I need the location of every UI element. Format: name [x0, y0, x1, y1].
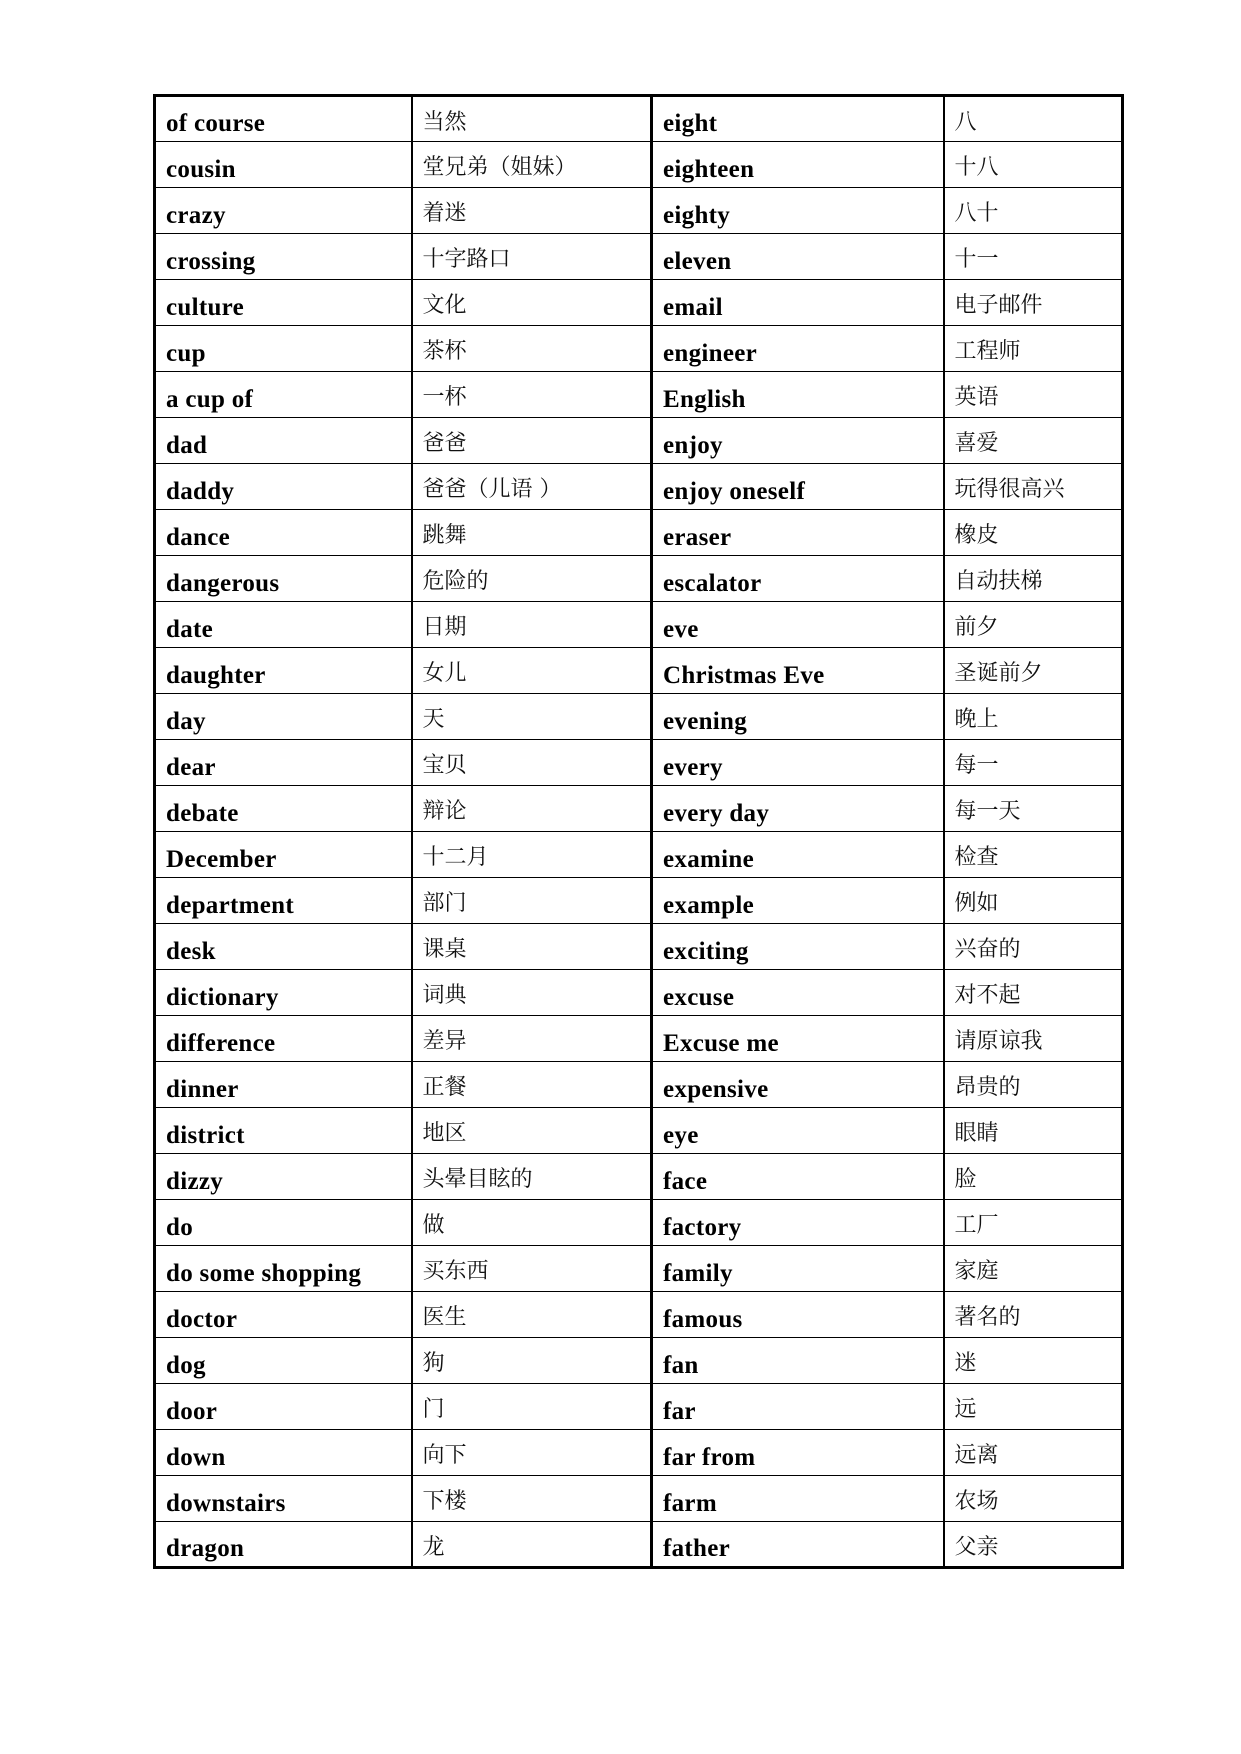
chinese-meaning-left: 下楼	[412, 1476, 652, 1522]
chinese-meaning-right: 圣诞前夕	[944, 648, 1123, 694]
english-word-left: dragon	[155, 1522, 412, 1568]
vocab-row	[155, 464, 1123, 510]
chinese-meaning-left: 危险的	[412, 556, 652, 602]
chinese-meaning-right: 自动扶梯	[944, 556, 1123, 602]
english-word-right: far	[652, 1384, 944, 1430]
chinese-meaning-left: 宝贝	[412, 740, 652, 786]
english-word-left: culture	[155, 280, 412, 326]
chinese-meaning-left: 门	[412, 1384, 652, 1430]
english-word-left: cousin	[155, 142, 412, 188]
chinese-meaning-left: 词典	[412, 970, 652, 1016]
english-word-right: famous	[652, 1292, 944, 1338]
chinese-meaning-left: 龙	[412, 1522, 652, 1568]
english-word-left: daughter	[155, 648, 412, 694]
english-word-right: examine	[652, 832, 944, 878]
chinese-meaning-right: 工程师	[944, 326, 1123, 372]
english-word-right: eleven	[652, 234, 944, 280]
english-word-left: department	[155, 878, 412, 924]
vocab-row	[155, 832, 1123, 878]
chinese-meaning-right: 兴奋的	[944, 924, 1123, 970]
chinese-meaning-right: 八	[944, 96, 1123, 142]
chinese-meaning-left: 向下	[412, 1430, 652, 1476]
vocab-row	[155, 740, 1123, 786]
english-word-right: excuse	[652, 970, 944, 1016]
english-word-right: far from	[652, 1430, 944, 1476]
vocab-row	[155, 96, 1123, 142]
english-word-right: eraser	[652, 510, 944, 556]
chinese-meaning-left: 头晕目眩的	[412, 1154, 652, 1200]
chinese-meaning-right: 工厂	[944, 1200, 1123, 1246]
english-word-left: district	[155, 1108, 412, 1154]
english-word-right: English	[652, 372, 944, 418]
english-word-right: fan	[652, 1338, 944, 1384]
chinese-meaning-right: 远	[944, 1384, 1123, 1430]
vocab-row	[155, 510, 1123, 556]
vocab-row	[155, 1338, 1123, 1384]
english-word-left: daddy	[155, 464, 412, 510]
chinese-meaning-right: 每一天	[944, 786, 1123, 832]
english-word-left: door	[155, 1384, 412, 1430]
chinese-meaning-right: 橡皮	[944, 510, 1123, 556]
chinese-meaning-left: 正餐	[412, 1062, 652, 1108]
chinese-meaning-right: 远离	[944, 1430, 1123, 1476]
english-word-left: December	[155, 832, 412, 878]
english-word-right: Excuse me	[652, 1016, 944, 1062]
english-word-left: dictionary	[155, 970, 412, 1016]
chinese-meaning-left: 医生	[412, 1292, 652, 1338]
chinese-meaning-right: 电子邮件	[944, 280, 1123, 326]
vocab-row	[155, 1476, 1123, 1522]
english-word-right: family	[652, 1246, 944, 1292]
vocab-row	[155, 188, 1123, 234]
chinese-meaning-right: 昂贵的	[944, 1062, 1123, 1108]
chinese-meaning-left: 一杯	[412, 372, 652, 418]
english-word-left: do some shopping	[155, 1246, 412, 1292]
chinese-meaning-left: 买东西	[412, 1246, 652, 1292]
chinese-meaning-right: 检查	[944, 832, 1123, 878]
english-word-left: dad	[155, 418, 412, 464]
english-word-left: difference	[155, 1016, 412, 1062]
chinese-meaning-right: 对不起	[944, 970, 1123, 1016]
english-word-left: downstairs	[155, 1476, 412, 1522]
chinese-meaning-right: 例如	[944, 878, 1123, 924]
english-word-right: face	[652, 1154, 944, 1200]
chinese-meaning-left: 辩论	[412, 786, 652, 832]
chinese-meaning-left: 文化	[412, 280, 652, 326]
english-word-right: exciting	[652, 924, 944, 970]
vocabulary-table-body	[155, 96, 1123, 1568]
english-word-left: dinner	[155, 1062, 412, 1108]
chinese-meaning-left: 十二月	[412, 832, 652, 878]
english-word-left: do	[155, 1200, 412, 1246]
chinese-meaning-left: 当然	[412, 96, 652, 142]
english-word-right: every	[652, 740, 944, 786]
chinese-meaning-left: 跳舞	[412, 510, 652, 556]
vocab-row	[155, 1016, 1123, 1062]
chinese-meaning-left: 差异	[412, 1016, 652, 1062]
english-word-left: down	[155, 1430, 412, 1476]
chinese-meaning-left: 十字路口	[412, 234, 652, 280]
vocab-row	[155, 142, 1123, 188]
chinese-meaning-right: 英语	[944, 372, 1123, 418]
chinese-meaning-right: 父亲	[944, 1522, 1123, 1568]
english-word-right: eighteen	[652, 142, 944, 188]
vocab-row	[155, 786, 1123, 832]
vocab-row	[155, 234, 1123, 280]
chinese-meaning-right: 十八	[944, 142, 1123, 188]
chinese-meaning-left: 茶杯	[412, 326, 652, 372]
chinese-meaning-left: 日期	[412, 602, 652, 648]
english-word-right: evening	[652, 694, 944, 740]
english-word-left: dance	[155, 510, 412, 556]
chinese-meaning-left: 狗	[412, 1338, 652, 1384]
english-word-right: escalator	[652, 556, 944, 602]
vocab-row	[155, 418, 1123, 464]
vocab-row	[155, 372, 1123, 418]
chinese-meaning-right: 八十	[944, 188, 1123, 234]
chinese-meaning-left: 爸爸（儿语 ）	[412, 464, 652, 510]
english-word-right: enjoy	[652, 418, 944, 464]
chinese-meaning-left: 课桌	[412, 924, 652, 970]
vocab-row	[155, 326, 1123, 372]
english-word-right: farm	[652, 1476, 944, 1522]
vocab-row	[155, 1292, 1123, 1338]
vocab-row	[155, 1200, 1123, 1246]
chinese-meaning-left: 做	[412, 1200, 652, 1246]
english-word-left: crossing	[155, 234, 412, 280]
english-word-right: factory	[652, 1200, 944, 1246]
english-word-right: every day	[652, 786, 944, 832]
chinese-meaning-right: 十一	[944, 234, 1123, 280]
chinese-meaning-left: 地区	[412, 1108, 652, 1154]
chinese-meaning-right: 每一	[944, 740, 1123, 786]
english-word-right: engineer	[652, 326, 944, 372]
english-word-right: Christmas Eve	[652, 648, 944, 694]
vocab-row	[155, 1384, 1123, 1430]
english-word-left: debate	[155, 786, 412, 832]
chinese-meaning-right: 喜爱	[944, 418, 1123, 464]
chinese-meaning-right: 家庭	[944, 1246, 1123, 1292]
vocab-row	[155, 556, 1123, 602]
chinese-meaning-right: 迷	[944, 1338, 1123, 1384]
chinese-meaning-left: 部门	[412, 878, 652, 924]
english-word-right: email	[652, 280, 944, 326]
chinese-meaning-right: 眼睛	[944, 1108, 1123, 1154]
english-word-left: date	[155, 602, 412, 648]
chinese-meaning-right: 脸	[944, 1154, 1123, 1200]
chinese-meaning-right: 著名的	[944, 1292, 1123, 1338]
chinese-meaning-left: 爸爸	[412, 418, 652, 464]
english-word-left: dizzy	[155, 1154, 412, 1200]
english-word-right: expensive	[652, 1062, 944, 1108]
english-word-left: crazy	[155, 188, 412, 234]
english-word-left: a cup of	[155, 372, 412, 418]
english-word-left: of course	[155, 96, 412, 142]
english-word-left: dear	[155, 740, 412, 786]
english-word-right: eight	[652, 96, 944, 142]
english-word-left: dog	[155, 1338, 412, 1384]
vocabulary-table	[153, 94, 1124, 1569]
vocab-row	[155, 280, 1123, 326]
english-word-left: day	[155, 694, 412, 740]
english-word-right: eighty	[652, 188, 944, 234]
vocab-row	[155, 1108, 1123, 1154]
vocab-row	[155, 602, 1123, 648]
vocab-row	[155, 878, 1123, 924]
chinese-meaning-left: 堂兄弟（姐妹）	[412, 142, 652, 188]
vocab-row	[155, 1246, 1123, 1292]
chinese-meaning-right: 请原谅我	[944, 1016, 1123, 1062]
chinese-meaning-right: 前夕	[944, 602, 1123, 648]
chinese-meaning-left: 女儿	[412, 648, 652, 694]
english-word-left: doctor	[155, 1292, 412, 1338]
english-word-right: father	[652, 1522, 944, 1568]
vocab-row	[155, 970, 1123, 1016]
english-word-right: eve	[652, 602, 944, 648]
chinese-meaning-right: 玩得很高兴	[944, 464, 1123, 510]
chinese-meaning-left: 天	[412, 694, 652, 740]
vocab-row	[155, 694, 1123, 740]
chinese-meaning-right: 晚上	[944, 694, 1123, 740]
vocab-row	[155, 1062, 1123, 1108]
english-word-right: enjoy oneself	[652, 464, 944, 510]
vocab-row	[155, 648, 1123, 694]
english-word-left: cup	[155, 326, 412, 372]
english-word-left: desk	[155, 924, 412, 970]
vocab-row	[155, 1154, 1123, 1200]
vocab-row	[155, 1430, 1123, 1476]
vocab-row	[155, 1522, 1123, 1568]
vocab-row	[155, 924, 1123, 970]
english-word-right: eye	[652, 1108, 944, 1154]
chinese-meaning-left: 着迷	[412, 188, 652, 234]
english-word-right: example	[652, 878, 944, 924]
chinese-meaning-right: 农场	[944, 1476, 1123, 1522]
english-word-left: dangerous	[155, 556, 412, 602]
